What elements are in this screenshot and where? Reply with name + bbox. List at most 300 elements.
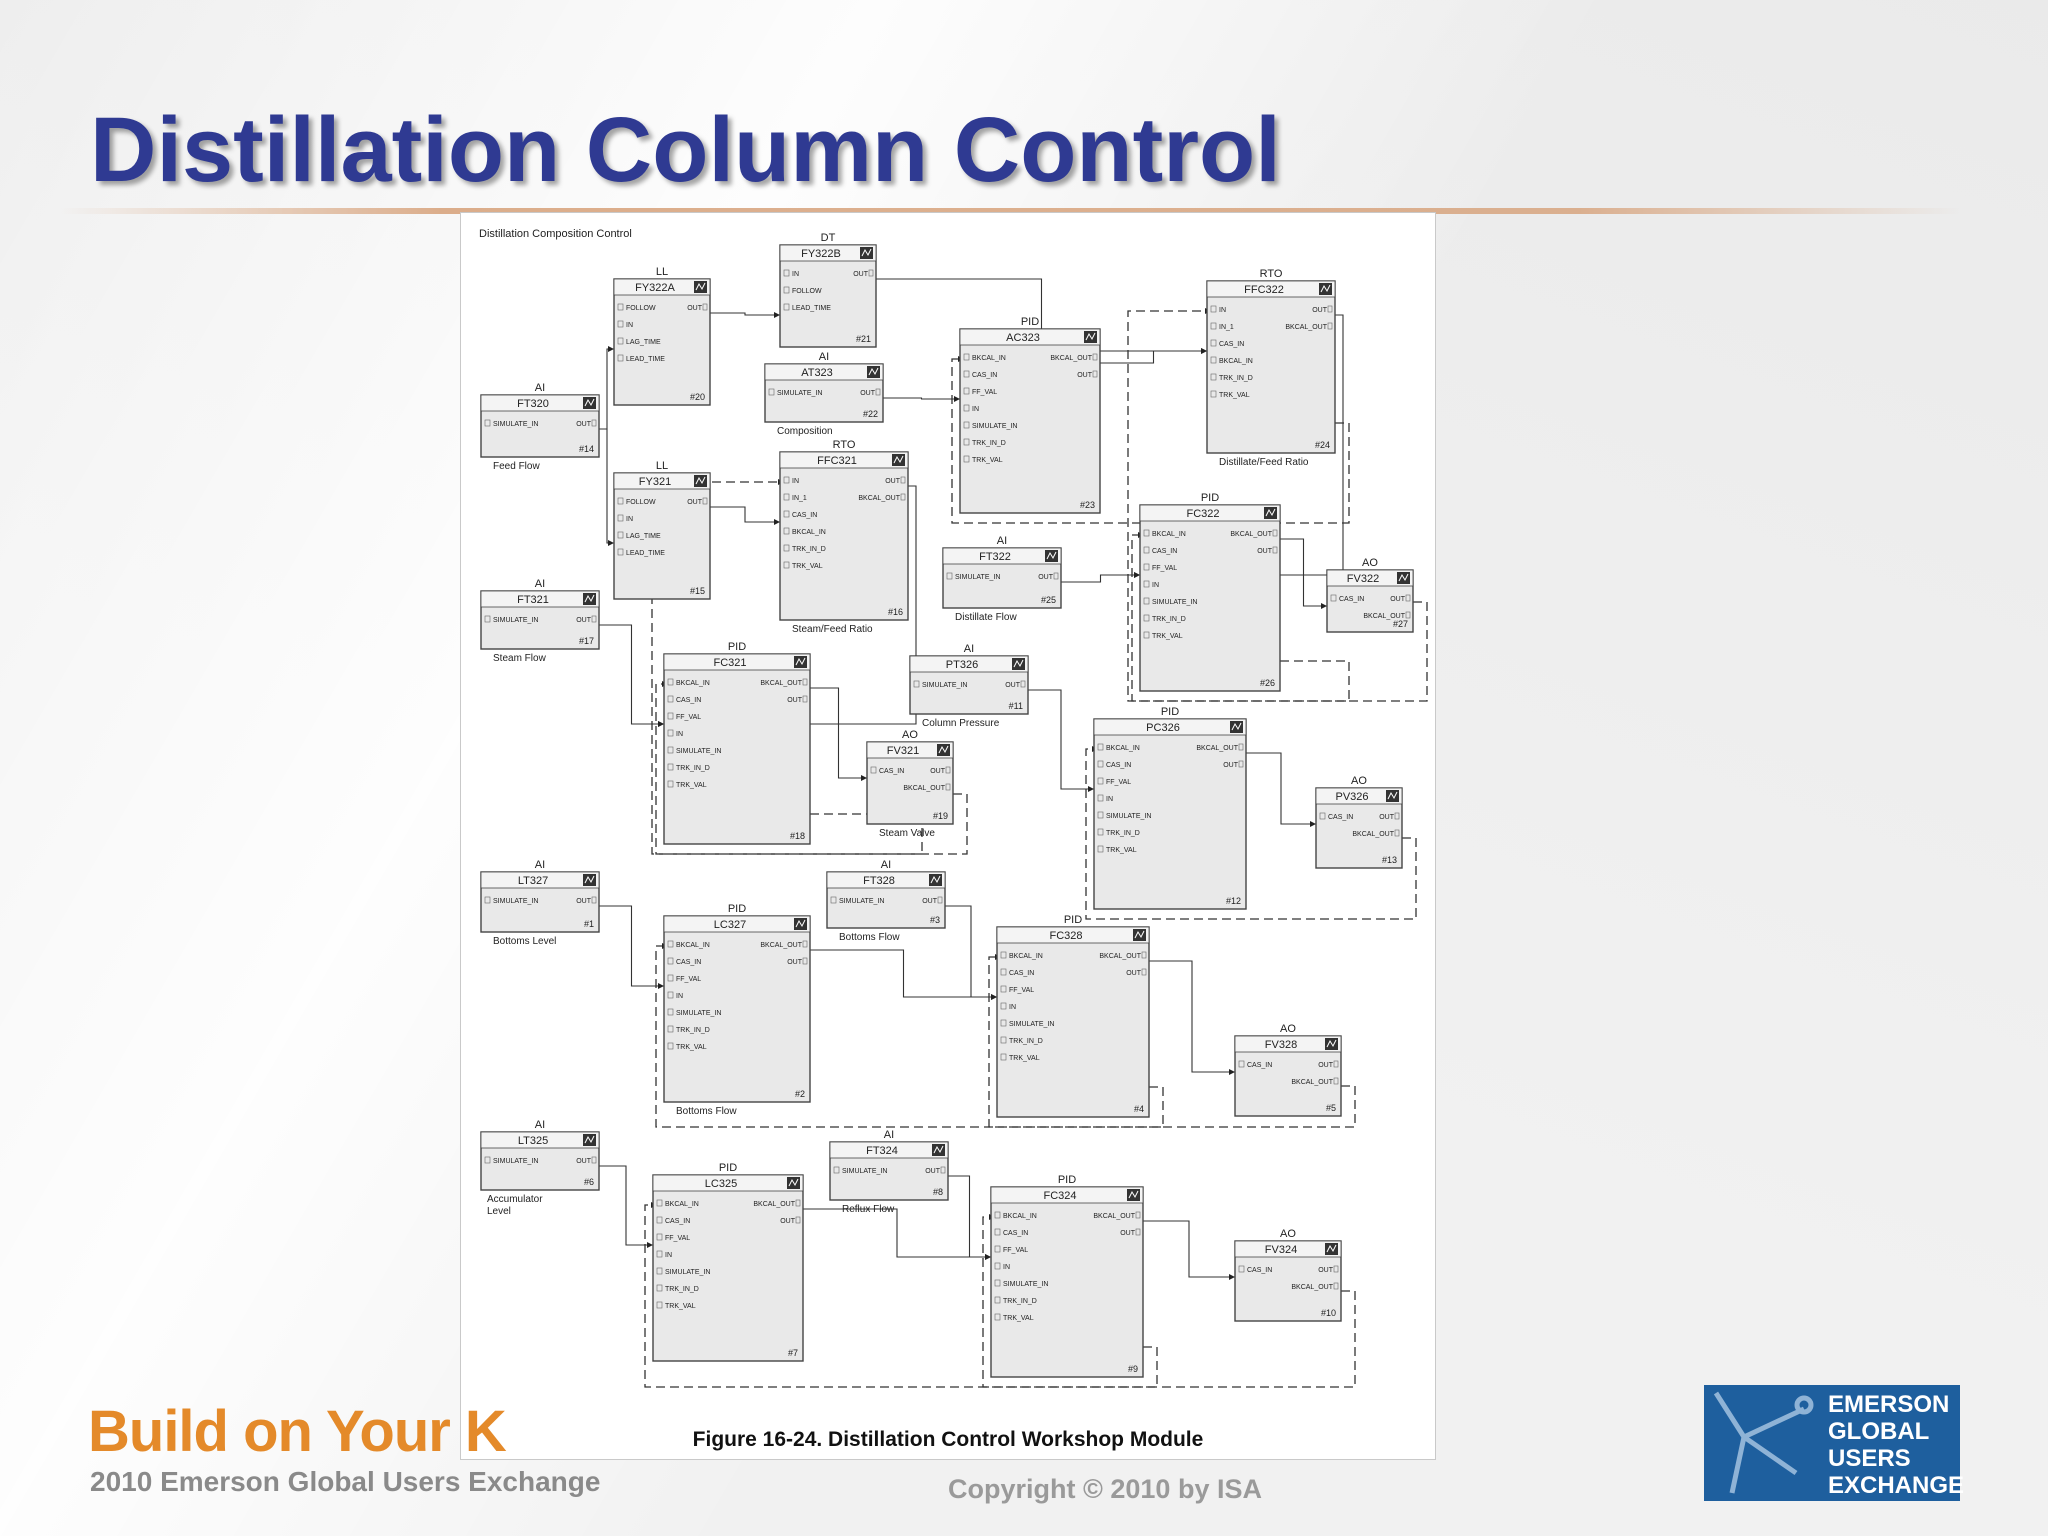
block-caption: Column Pressure	[922, 718, 1000, 729]
footer-tagline: Build on Your K	[88, 1399, 506, 1464]
block-caption: Level	[487, 1206, 511, 1217]
block-tag: FT320	[517, 398, 549, 410]
block-caption: Steam/Feed Ratio	[792, 624, 873, 635]
input-label: IN	[792, 478, 799, 485]
function-block-ft328[interactable]	[827, 859, 945, 943]
block-number: #3	[929, 915, 940, 925]
block-tag: FC322	[1186, 508, 1220, 520]
input-label: BKCAL_IN	[792, 529, 826, 536]
block-type: PID	[727, 641, 747, 653]
block-type: PID	[1057, 1174, 1077, 1186]
input-label: IN	[1003, 1264, 1010, 1271]
output-label: OUT	[1390, 596, 1405, 603]
diagram-heading: Distillation Composition Control	[479, 228, 632, 240]
output-label: OUT	[687, 499, 702, 506]
input-label: SIMULATE_IN	[676, 1010, 722, 1017]
diagram-figure	[460, 212, 1436, 1460]
arrowhead-icon	[1088, 786, 1094, 792]
input-label: CAS_IN	[676, 697, 702, 704]
signal-link	[599, 906, 664, 986]
input-label: FF_VAL	[665, 1235, 691, 1242]
input-label: TRK_IN_D	[1003, 1298, 1037, 1305]
input-label: IN	[1152, 582, 1159, 589]
signal-link	[710, 313, 780, 315]
signal-link	[1149, 961, 1235, 1072]
block-tag: PC326	[1146, 722, 1180, 734]
block-number: #19	[932, 811, 948, 821]
input-label: SIMULATE_IN	[1152, 599, 1198, 606]
function-block-at323[interactable]	[765, 351, 883, 437]
block-tag: FY322B	[801, 248, 841, 260]
arrowhead-icon	[1229, 1274, 1235, 1280]
block-number: #23	[1079, 500, 1095, 510]
input-label: IN	[626, 516, 633, 523]
block-number: #4	[1133, 1104, 1144, 1114]
input-label: CAS_IN	[676, 959, 702, 966]
signal-link	[1246, 753, 1316, 824]
output-label: BKCAL_OUT	[1093, 1213, 1135, 1220]
block-tag: FV324	[1264, 1244, 1298, 1256]
block-type: AO	[902, 729, 918, 741]
block-type: PID	[718, 1162, 738, 1174]
input-label: SIMULATE_IN	[955, 574, 1001, 581]
input-label: TRK_IN_D	[676, 1027, 710, 1034]
block-type: PID	[727, 903, 747, 915]
arrowhead-icon	[647, 1242, 653, 1248]
input-label: LEAD_TIME	[626, 550, 665, 557]
block-caption: Steam Flow	[493, 653, 546, 664]
block-tag: PV326	[1335, 791, 1369, 803]
block-tag: LC327	[713, 919, 747, 931]
block-type: AI	[880, 859, 892, 871]
output-label: OUT	[1223, 762, 1238, 769]
block-type: AI	[534, 1119, 546, 1131]
input-label: IN	[676, 993, 683, 1000]
block-number: #6	[583, 1177, 594, 1187]
block-type: LL	[655, 266, 669, 278]
input-label: IN	[792, 271, 799, 278]
input-label: FOLLOW	[792, 288, 822, 295]
function-block-pv326[interactable]	[1316, 775, 1402, 868]
block-tag: FY321	[638, 476, 672, 488]
signal-link	[803, 1209, 991, 1257]
output-label: BKCAL_OUT	[903, 785, 945, 792]
signal-link	[948, 1176, 991, 1257]
input-label: IN	[626, 322, 633, 329]
function-block-fv328[interactable]	[1235, 1023, 1341, 1116]
input-label: SIMULATE_IN	[839, 898, 885, 905]
block-tag: FV322	[1346, 573, 1380, 585]
function-block-ft322[interactable]	[943, 535, 1061, 623]
signal-link	[599, 349, 614, 429]
signal-link	[599, 429, 614, 543]
block-tag: AC323	[1006, 332, 1040, 344]
input-label: CAS_IN	[879, 768, 905, 775]
output-label: OUT	[922, 898, 937, 905]
block-number: #24	[1314, 440, 1330, 450]
figure-caption: Figure 16-24. Distillation Control Workshop Module	[692, 1428, 1204, 1451]
footer-event: 2010 Emerson Global Users Exchange	[90, 1466, 601, 1497]
function-block-ft320[interactable]	[481, 382, 599, 472]
input-label: LEAD_TIME	[626, 356, 665, 363]
input-label: IN_1	[1219, 324, 1234, 331]
output-label: BKCAL_OUT	[760, 942, 802, 949]
arrowhead-icon	[1201, 348, 1207, 354]
function-block-pc326[interactable]	[1094, 706, 1246, 909]
input-label: BKCAL_IN	[1219, 358, 1253, 365]
output-label: OUT	[1318, 1062, 1333, 1069]
input-label: FF_VAL	[972, 389, 998, 396]
block-tag: FY322A	[635, 282, 675, 294]
signal-link	[1143, 1221, 1235, 1277]
block-type: LL	[655, 460, 669, 472]
input-label: BKCAL_IN	[676, 680, 710, 687]
signal-link	[883, 398, 960, 399]
block-number: #12	[1225, 896, 1241, 906]
input-label: TRK_IN_D	[676, 765, 710, 772]
block-number: #15	[689, 586, 705, 596]
arrowhead-icon	[1310, 821, 1316, 827]
output-label: BKCAL_OUT	[1196, 745, 1238, 752]
block-caption: Steam Valve	[879, 828, 935, 839]
input-label: CAS_IN	[1328, 814, 1354, 821]
input-label: FOLLOW	[626, 499, 656, 506]
input-label: FF_VAL	[1152, 565, 1178, 572]
output-label: BKCAL_OUT	[1291, 1079, 1333, 1086]
output-label: OUT	[1005, 682, 1020, 689]
block-type: RTO	[1259, 268, 1283, 280]
block-type: DT	[820, 232, 836, 244]
input-label: CAS_IN	[1003, 1230, 1029, 1237]
input-label: TRK_IN_D	[792, 546, 826, 553]
block-type: PID	[1063, 914, 1083, 926]
input-label: FF_VAL	[1003, 1247, 1029, 1254]
function-block-diagram	[461, 213, 1435, 1459]
input-label: LAG_TIME	[626, 533, 661, 540]
input-label: BKCAL_IN	[1152, 531, 1186, 538]
function-block-fc321[interactable]	[664, 641, 810, 844]
output-label: BKCAL_OUT	[1050, 355, 1092, 362]
block-type: AI	[963, 643, 975, 655]
input-label: IN_1	[792, 495, 807, 502]
block-number: #11	[1008, 701, 1023, 711]
signal-link	[810, 688, 867, 778]
block-tag: LT327	[517, 875, 549, 887]
input-label: TRK_IN_D	[665, 1286, 699, 1293]
input-label: TRK_VAL	[792, 563, 823, 570]
input-label: IN	[972, 406, 979, 413]
block-tag: FFC322	[1244, 284, 1284, 296]
output-label: OUT	[1126, 970, 1141, 977]
block-tag: LT325	[517, 1135, 549, 1147]
input-label: TRK_IN_D	[1106, 830, 1140, 837]
input-label: LAG_TIME	[626, 339, 661, 346]
block-number: #2	[794, 1089, 805, 1099]
input-label: IN	[1009, 1004, 1016, 1011]
input-label: SIMULATE_IN	[493, 421, 539, 428]
function-block-fv322[interactable]	[1327, 557, 1413, 632]
output-label: BKCAL_OUT	[760, 680, 802, 687]
block-number: #13	[1381, 855, 1397, 865]
logo-wordmark	[1828, 1391, 1964, 1499]
function-block-fc328[interactable]	[997, 914, 1149, 1117]
function-block-pt326[interactable]	[910, 643, 1028, 729]
block-number: #17	[578, 636, 594, 646]
block-number: #1	[583, 919, 594, 929]
input-label: SIMULATE_IN	[972, 423, 1018, 430]
block-caption: Feed Flow	[493, 461, 540, 472]
input-label: FF_VAL	[676, 714, 702, 721]
block-type: AI	[534, 578, 546, 590]
function-block-fv321[interactable]	[867, 729, 953, 839]
output-label: OUT	[1077, 372, 1092, 379]
input-label: BKCAL_IN	[1003, 1213, 1037, 1220]
function-block-ft324[interactable]	[830, 1129, 948, 1215]
arrowhead-icon	[985, 1254, 991, 1260]
copyright-notice: Copyright © 2010 by ISA	[948, 1474, 1262, 1504]
block-caption: Accumulator	[487, 1194, 543, 1205]
input-label: CAS_IN	[972, 372, 998, 379]
output-label: OUT	[1120, 1230, 1135, 1237]
block-number: #18	[789, 831, 805, 841]
arrowhead-icon	[774, 312, 780, 318]
input-label: TRK_IN_D	[1152, 616, 1186, 623]
block-caption: Distillate Flow	[955, 612, 1017, 623]
input-label: BKCAL_IN	[665, 1201, 699, 1208]
input-label: FF_VAL	[1106, 779, 1132, 786]
input-label: FOLLOW	[626, 305, 656, 312]
input-label: TRK_VAL	[665, 1303, 696, 1310]
block-tag: FC328	[1049, 930, 1083, 942]
output-label: OUT	[780, 1218, 795, 1225]
input-label: TRK_VAL	[1009, 1055, 1040, 1062]
output-label: BKCAL_OUT	[1285, 324, 1327, 331]
input-label: SIMULATE_IN	[493, 898, 539, 905]
input-label: TRK_IN_D	[1009, 1038, 1043, 1045]
arrowhead-icon	[954, 396, 960, 402]
arrowhead-icon	[608, 540, 614, 546]
arrowhead-icon	[608, 346, 614, 352]
function-block-lc327[interactable]	[664, 903, 810, 1117]
input-label: SIMULATE_IN	[922, 682, 968, 689]
arrowhead-icon	[658, 983, 664, 989]
input-label: TRK_IN_D	[972, 440, 1006, 447]
block-type: AO	[1362, 557, 1378, 569]
output-label: OUT	[1318, 1267, 1333, 1274]
output-label: OUT	[576, 1158, 591, 1165]
signal-link	[1280, 539, 1327, 606]
input-label: SIMULATE_IN	[1009, 1021, 1055, 1028]
input-label: TRK_VAL	[676, 1044, 707, 1051]
block-type: AI	[534, 859, 546, 871]
block-number: #9	[1127, 1364, 1138, 1374]
block-caption: Bottoms Flow	[676, 1106, 737, 1117]
block-type: RTO	[832, 439, 856, 451]
output-label: OUT	[1257, 548, 1272, 555]
arrowhead-icon	[658, 721, 664, 727]
output-label: BKCAL_OUT	[1352, 831, 1394, 838]
block-tag: FT324	[866, 1145, 898, 1157]
function-block-lt327[interactable]	[481, 859, 599, 947]
block-tag: FT328	[863, 875, 895, 887]
input-label: TRK_VAL	[1003, 1315, 1034, 1322]
input-label: SIMULATE_IN	[676, 748, 722, 755]
input-label: IN	[676, 731, 683, 738]
block-tag: FC321	[713, 657, 747, 669]
input-label: FF_VAL	[1009, 987, 1035, 994]
function-block-lc325[interactable]	[653, 1162, 803, 1361]
input-label: TRK_VAL	[1106, 847, 1137, 854]
input-label: BKCAL_IN	[972, 355, 1006, 362]
input-label: SIMULATE_IN	[1003, 1281, 1049, 1288]
signal-link	[599, 625, 664, 724]
block-type: PID	[1160, 706, 1180, 718]
block-tag: FC324	[1043, 1190, 1077, 1202]
input-label: IN	[665, 1252, 672, 1259]
signal-link	[1028, 690, 1094, 789]
input-label: CAS_IN	[1009, 970, 1035, 977]
arrowhead-icon	[1229, 1069, 1235, 1075]
input-label: CAS_IN	[1219, 341, 1245, 348]
arrowhead-icon	[774, 519, 780, 525]
block-type: AO	[1280, 1023, 1296, 1035]
output-label: OUT	[925, 1168, 940, 1175]
input-label: SIMULATE_IN	[493, 617, 539, 624]
function-block-ffc322[interactable]	[1207, 268, 1335, 468]
output-label: OUT	[1379, 814, 1394, 821]
output-label: BKCAL_OUT	[753, 1201, 795, 1208]
block-number: #25	[1040, 595, 1056, 605]
block-type: PID	[1020, 316, 1040, 328]
block-type: AI	[996, 535, 1008, 547]
block-tag: FV328	[1264, 1039, 1298, 1051]
logo-line: GLOBAL	[1828, 1418, 1930, 1445]
arrowhead-icon	[1134, 572, 1140, 578]
block-type: AI	[883, 1129, 895, 1141]
arrowhead-icon	[861, 775, 867, 781]
signal-link	[710, 507, 780, 522]
input-label: IN	[1219, 307, 1226, 314]
input-label: CAS_IN	[1106, 762, 1132, 769]
block-tag: AT323	[801, 367, 833, 379]
page-title: Distillation Column Control	[90, 99, 1281, 201]
input-label: FF_VAL	[676, 976, 702, 983]
output-label: BKCAL_OUT	[1230, 531, 1272, 538]
block-number: #27	[1392, 619, 1408, 629]
block-number: #14	[578, 444, 594, 454]
input-label: CAS_IN	[1152, 548, 1178, 555]
block-tag: FT321	[517, 594, 549, 606]
arrowhead-icon	[991, 994, 997, 1000]
output-label: OUT	[687, 305, 702, 312]
function-block-ft321[interactable]	[481, 578, 599, 664]
function-block-ac323[interactable]	[960, 316, 1100, 513]
input-label: TRK_VAL	[972, 457, 1003, 464]
input-label: IN	[1106, 796, 1113, 803]
output-label: BKCAL_OUT	[858, 495, 900, 502]
output-label: OUT	[576, 421, 591, 428]
input-label: CAS_IN	[792, 512, 818, 519]
input-label: TRK_IN_D	[1219, 375, 1253, 382]
output-label: OUT	[860, 390, 875, 397]
logo-line: EMERSON	[1828, 1391, 1950, 1418]
arrowhead-icon	[1321, 603, 1327, 609]
logo-line: EXCHANGE	[1828, 1472, 1965, 1499]
block-type: PID	[1200, 492, 1220, 504]
logo-line: USERS	[1828, 1445, 1911, 1472]
block-number: #21	[855, 334, 871, 344]
output-label: OUT	[930, 768, 945, 775]
output-label: OUT	[576, 898, 591, 905]
emerson-logo	[1704, 1385, 1965, 1501]
input-label: SIMULATE_IN	[665, 1269, 711, 1276]
input-label: TRK_VAL	[1219, 392, 1250, 399]
input-label: TRK_VAL	[1152, 633, 1183, 640]
block-number: #8	[932, 1187, 943, 1197]
block-caption: Distillate/Feed Ratio	[1219, 457, 1309, 468]
function-block-fy321[interactable]	[614, 460, 710, 599]
block-number: #7	[787, 1348, 798, 1358]
block-tag: FV321	[886, 745, 920, 757]
block-number: #26	[1259, 678, 1275, 688]
input-label: SIMULATE_IN	[493, 1158, 539, 1165]
signal-link	[810, 950, 997, 997]
input-label: BKCAL_IN	[1009, 953, 1043, 960]
block-type: AI	[534, 382, 546, 394]
input-label: LEAD_TIME	[792, 305, 831, 312]
function-block-fv324[interactable]	[1235, 1228, 1341, 1321]
block-caption: Bottoms Level	[493, 936, 557, 947]
signal-link	[1100, 351, 1207, 363]
function-block-fc324[interactable]	[991, 1174, 1143, 1377]
output-label: OUT	[787, 959, 802, 966]
block-tag: LC325	[704, 1178, 738, 1190]
input-label: SIMULATE_IN	[842, 1168, 888, 1175]
output-label: OUT	[853, 271, 868, 278]
output-label: BKCAL_OUT	[1291, 1284, 1333, 1291]
block-caption: Bottoms Flow	[839, 932, 900, 943]
function-block-fy322b[interactable]	[780, 232, 876, 347]
block-tag: FT322	[979, 551, 1011, 563]
output-label: OUT	[885, 478, 900, 485]
input-label: SIMULATE_IN	[1106, 813, 1152, 820]
input-label: CAS_IN	[1247, 1062, 1273, 1069]
block-tag: PT326	[945, 659, 979, 671]
output-label: BKCAL_OUT	[1363, 613, 1405, 620]
input-label: CAS_IN	[1339, 596, 1365, 603]
block-number: #22	[862, 409, 878, 419]
block-tag: FFC321	[817, 455, 857, 467]
block-type: AO	[1351, 775, 1367, 787]
function-block-fc322[interactable]	[1140, 492, 1280, 691]
function-block-lt325[interactable]	[481, 1119, 599, 1217]
output-label: BKCAL_OUT	[1099, 953, 1141, 960]
output-label: OUT	[1038, 574, 1053, 581]
output-label: OUT	[787, 697, 802, 704]
input-label: BKCAL_IN	[1106, 745, 1140, 752]
block-caption: Reflux Flow	[842, 1204, 895, 1215]
block-number: #16	[887, 607, 903, 617]
block-number: #20	[689, 392, 705, 402]
function-block-ffc321[interactable]	[780, 439, 908, 635]
input-label: CAS_IN	[665, 1218, 691, 1225]
block-number: #5	[1325, 1103, 1336, 1113]
input-label: BKCAL_IN	[676, 942, 710, 949]
input-label: SIMULATE_IN	[777, 390, 823, 397]
function-block-fy322a[interactable]	[614, 266, 710, 405]
block-type: AI	[818, 351, 830, 363]
input-label: TRK_VAL	[676, 782, 707, 789]
